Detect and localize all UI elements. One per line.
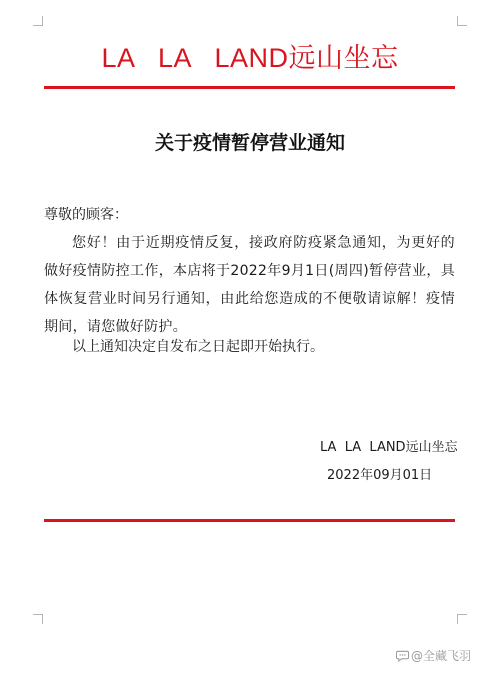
watermark-text: @全藏飞羽 (411, 649, 472, 663)
notice-paragraph: 您好！由于近期疫情反复，接政府防疫紧急通知，为更好的做好疫情防控工作，本店将于2022年9月1日(周四)暂停营业，具体恢复营业时间另行通知，由此给您造成的不便敬请谅解！疫情期间，请您做好防护。 (44, 235, 455, 335)
salutation: 尊敬的顾客： (44, 207, 128, 223)
footer-divider (44, 519, 455, 522)
message-bubble-icon (396, 649, 409, 662)
brand-header: LA LA LAND远山坐忘 (101, 43, 399, 73)
notice-title: 关于疫情暂停营业通知 (154, 132, 345, 154)
crop-mark-bottom-left (33, 614, 43, 624)
watermark (396, 648, 471, 664)
header-divider (44, 86, 455, 89)
crop-mark-top-left (33, 16, 43, 26)
signature-date: 2022年09月01日 (327, 468, 433, 483)
effective-statement: 以上通知决定自发布之日起即开始执行。 (72, 339, 324, 355)
crop-mark-top-right (457, 16, 467, 26)
crop-mark-bottom-right (457, 614, 467, 624)
signature-issuer: LA LA LAND远山坐忘 (320, 440, 458, 455)
